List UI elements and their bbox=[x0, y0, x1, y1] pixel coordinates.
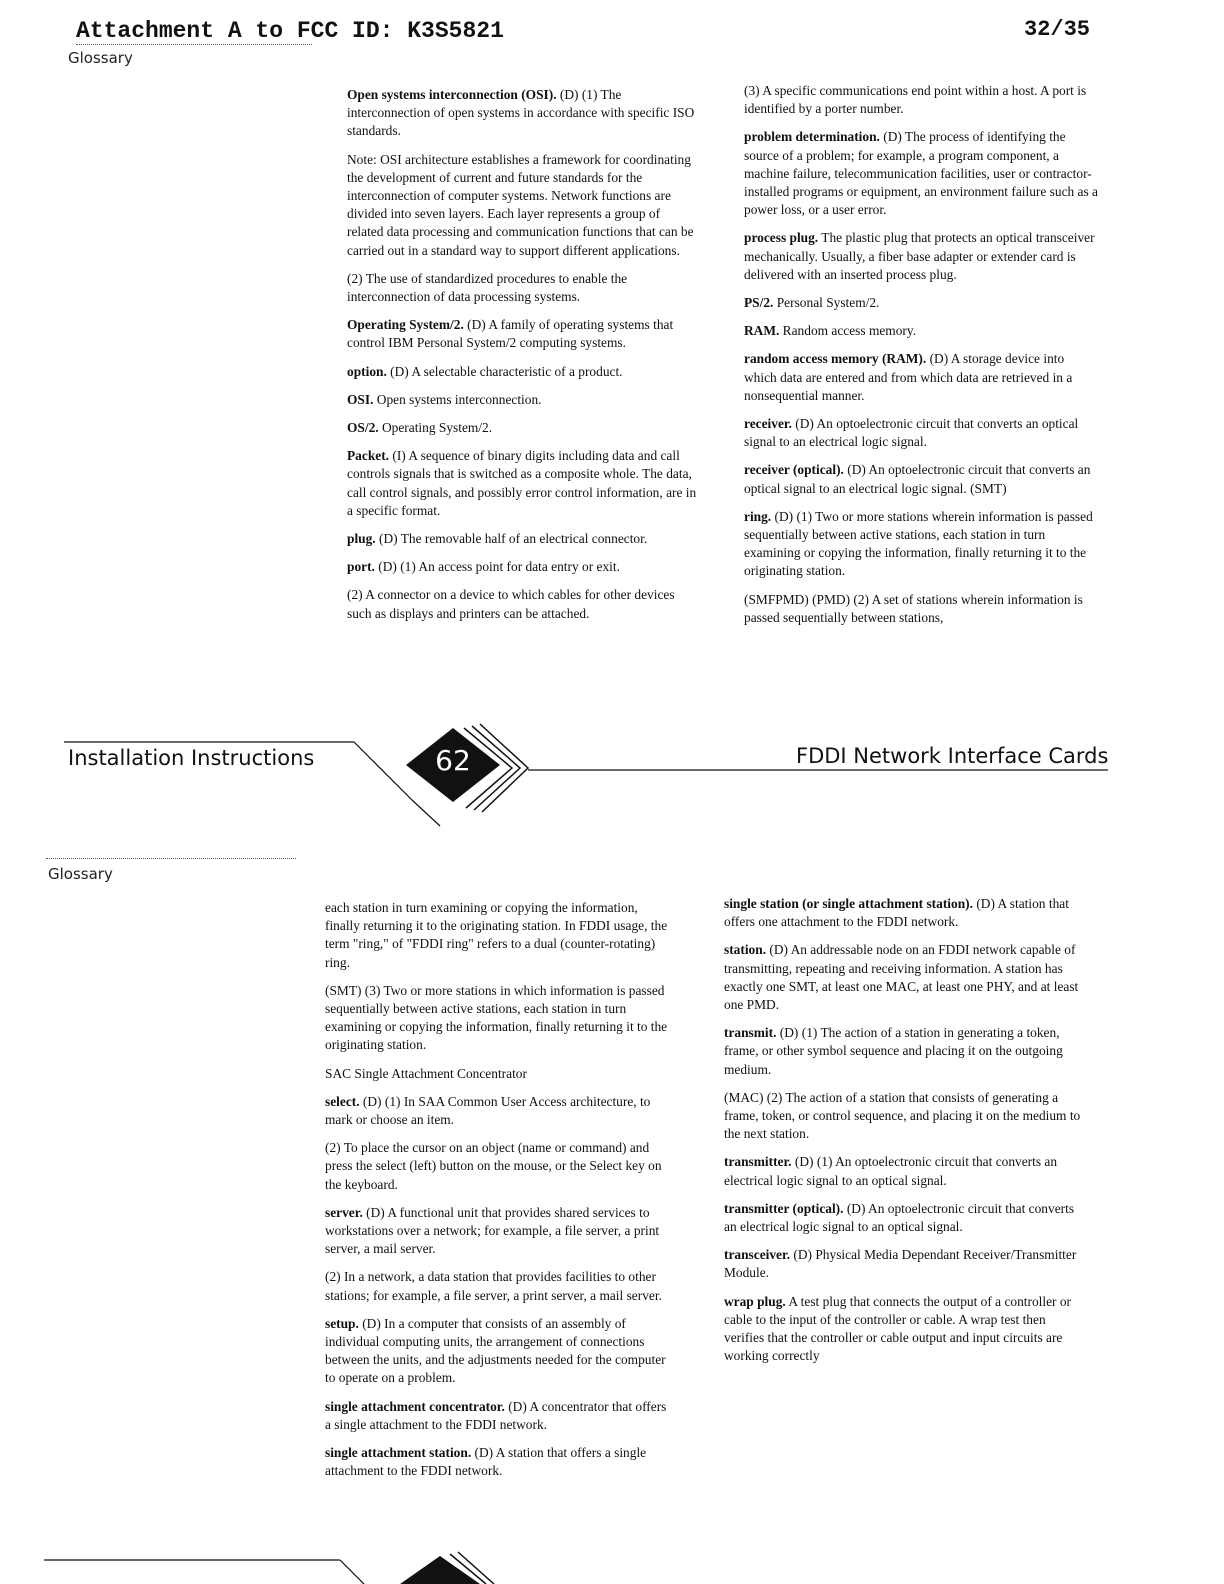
glossary-definition: Note: OSI architecture establishes a framework for coordinating the development of current and future standards for the interconnection of computer systems. Network functions are divided into seven layers. Each layer represents a group of related data processing and communication functions that can be carried out in a standard way to support different applications. bbox=[347, 151, 694, 258]
glossary-term: RAM. bbox=[744, 323, 780, 339]
glossary-term: port. bbox=[347, 559, 375, 575]
glossary-definition: (D) An optoelectronic circuit that converts an optical signal to an electrical logic signal. bbox=[744, 416, 1079, 450]
glossary-definition: (I) A sequence of binary digits including data and call controls signals that is switched as a composite whole. The data, call control signals, and possibly error control information, are in a specific format. bbox=[347, 448, 697, 518]
glossary-term: receiver (optical). bbox=[744, 462, 844, 478]
glossary-term: setup. bbox=[325, 1315, 359, 1331]
glossary-term: transmit. bbox=[724, 1025, 777, 1041]
section-label-bottom: Glossary bbox=[48, 865, 113, 883]
glossary-definition: The plastic plug that protects an optical transceiver mechanically. Usually, a fiber base adapter or extender card is delivered with an inserted process plug. bbox=[744, 230, 1095, 282]
glossary-definition: (D) (1) An access point for data entry or exit. bbox=[374, 559, 620, 575]
glossary-definition: (2) In a network, a data station that provides facilities to other stations; for example, a file server, a print server, a mail server. bbox=[325, 1269, 662, 1303]
glossary-definition: (MAC) (2) The action of a station that consists of generating a frame, token, or control sequence, and placing it on the medium to the next station. bbox=[724, 1089, 1081, 1142]
glossary-term: OSI. bbox=[347, 391, 374, 407]
glossary-term: transmitter. bbox=[724, 1154, 792, 1170]
glossary-definition: (D) (1) The action of a station in generating a token, frame, or other symbol sequence and placing it on the outgoing medium. bbox=[724, 1025, 1063, 1077]
glossary-definition: (D) The process of identifying the source of a problem; for example, a program component, a machine failure, telecommunication facilities, user or contractor-installed programs or equipment, an environment failure such as a power loss, or a user error. bbox=[744, 129, 1099, 218]
page-count: 32/35 bbox=[1024, 17, 1091, 42]
glossary-definition: (D) (1) An optoelectronic circuit that converts an electrical logic signal to an optical signal. bbox=[724, 1154, 1058, 1188]
glossary-definition: Open systems interconnection. bbox=[373, 391, 542, 407]
glossary-term: wrap plug. bbox=[724, 1293, 786, 1309]
glossary-definition: Personal System/2. bbox=[773, 295, 880, 311]
glossary-term: Operating System/2. bbox=[347, 317, 464, 333]
glossary-definition: (2) To place the cursor on an object (name or command) and press the select (left) button on the mouse, or the Select key on the keyboard. bbox=[325, 1140, 662, 1192]
glossary-definition: (D) A storage device into which data are entered and from which data are retrieved in a nonsequential manner. bbox=[744, 351, 1073, 403]
glossary-definition: (D) In a computer that consists of an assembly of individual computing units, the arrangement of connections between the units, and the adjustments needed for the computer to operate on a problem. bbox=[325, 1315, 666, 1386]
glossary-term: ring. bbox=[744, 508, 772, 524]
glossary-definition: (SMT) (3) Two or more stations in which information is passed sequentially between active stations, each station in turn examining or copying the information, finally returning it to the originating station. bbox=[325, 982, 668, 1053]
glossary-definition: Random access memory. bbox=[779, 323, 917, 339]
glossary-definition: (SMFPMD) (PMD) (2) A set of stations wherein information is passed sequentially between stations, bbox=[744, 591, 1083, 625]
glossary-definition: each station in turn examining or copying the information, finally returning it to the originating station. In FDDI usage, the term "ring," of "FDDI ring" refers to a dual (counter-rotating) ring. bbox=[325, 900, 668, 970]
glossary-definition: (D) (1) In SAA Common User Access architecture, to mark or choose an item. bbox=[325, 1093, 651, 1128]
footer-left-title: Installation Instructions bbox=[68, 746, 315, 770]
glossary-definition: (D) A functional unit that provides shared services to workstations over a network; for example, a file server, a print server, a mail server. bbox=[325, 1204, 660, 1257]
glossary-term: PS/2. bbox=[744, 295, 774, 311]
glossary-definition: (3) A specific communications end point within a host. A port is identified by a porter number. bbox=[744, 83, 1087, 117]
glossary-definition: (D) A concentrator that offers a single attachment to the FDDI network. bbox=[325, 1398, 667, 1432]
glossary-term: select. bbox=[325, 1093, 360, 1109]
glossary-term: transmitter (optical). bbox=[724, 1200, 844, 1216]
glossary-term: random access memory (RAM). bbox=[744, 351, 927, 367]
glossary-definition: (D) (1) The interconnection of open systems in accordance with specific ISO standards. bbox=[347, 87, 695, 139]
glossary-term: station. bbox=[724, 942, 767, 958]
glossary-definition: (D) Physical Media Dependant Receiver/Transmitter Module. bbox=[724, 1247, 1077, 1281]
glossary-definition: (D) A station that offers a single attachment to the FDDI network. bbox=[325, 1445, 647, 1479]
section-label-top: Glossary bbox=[68, 49, 133, 67]
glossary-definition: (D) The removable half of an electrical connector. bbox=[375, 531, 648, 547]
glossary-definition: (D) A family of operating systems that control IBM Personal System/2 computing systems. bbox=[347, 317, 674, 351]
page-number: 62 bbox=[435, 744, 471, 777]
glossary-term: process plug. bbox=[744, 230, 819, 246]
glossary-term: single station (or single attachment station). bbox=[724, 896, 973, 911]
glossary-term: plug. bbox=[347, 531, 376, 547]
glossary-definition: (D) A station that offers one attachment to the FDDI network. bbox=[724, 896, 1069, 930]
glossary-term: transceiver. bbox=[724, 1247, 791, 1263]
glossary-definition: (D) (1) Two or more stations wherein information is passed sequentially between active stations, each station in turn examining or copying the information, finally returning it to the originating station. bbox=[744, 508, 1093, 579]
glossary-definition: Operating System/2. bbox=[378, 420, 493, 436]
glossary-definition: (D) An optoelectronic circuit that converts an electrical logic signal to an optical signal. bbox=[724, 1200, 1075, 1235]
glossary-term: single attachment station. bbox=[325, 1445, 472, 1461]
glossary-definition: (D) An optoelectronic circuit that converts an optical signal to an electrical logic signal. (SMT) bbox=[744, 462, 1091, 496]
document-header-title: Attachment A to FCC ID: K3S5821 bbox=[76, 18, 504, 44]
glossary-definition: SAC Single Attachment Concentrator bbox=[325, 1065, 527, 1081]
glossary-term: single attachment concentrator. bbox=[325, 1398, 505, 1414]
glossary-definition: (2) The use of standardized procedures to enable the interconnection of data processing systems. bbox=[347, 270, 628, 305]
glossary-term: problem determination. bbox=[744, 129, 880, 145]
glossary-term: receiver. bbox=[744, 416, 792, 432]
glossary-term: server. bbox=[325, 1204, 363, 1220]
glossary-definition: (D) A selectable characteristic of a product. bbox=[386, 363, 623, 379]
footer-right-title: FDDI Network Interface Cards bbox=[796, 744, 1109, 768]
glossary-term: Packet. bbox=[347, 448, 390, 464]
glossary-term: Open systems interconnection (OSI). bbox=[347, 87, 557, 102]
glossary-definition: A test plug that connects the output of a controller or cable to the input of the controller or cable. A wrap test then verifies that the controller or cable output and input circuits are working correctly bbox=[724, 1293, 1071, 1364]
glossary-definition: (D) An addressable node on an FDDI network capable of transmitting, repeating and receiving information. A station has exactly one SMT, at least one MAC, at least one PHY, and at least one PMD. bbox=[724, 942, 1079, 1013]
glossary-term: option. bbox=[347, 363, 387, 379]
glossary-definition: (2) A connector on a device to which cables for other devices such as displays and printers can be attached. bbox=[347, 587, 675, 621]
glossary-term: OS/2. bbox=[347, 420, 379, 436]
